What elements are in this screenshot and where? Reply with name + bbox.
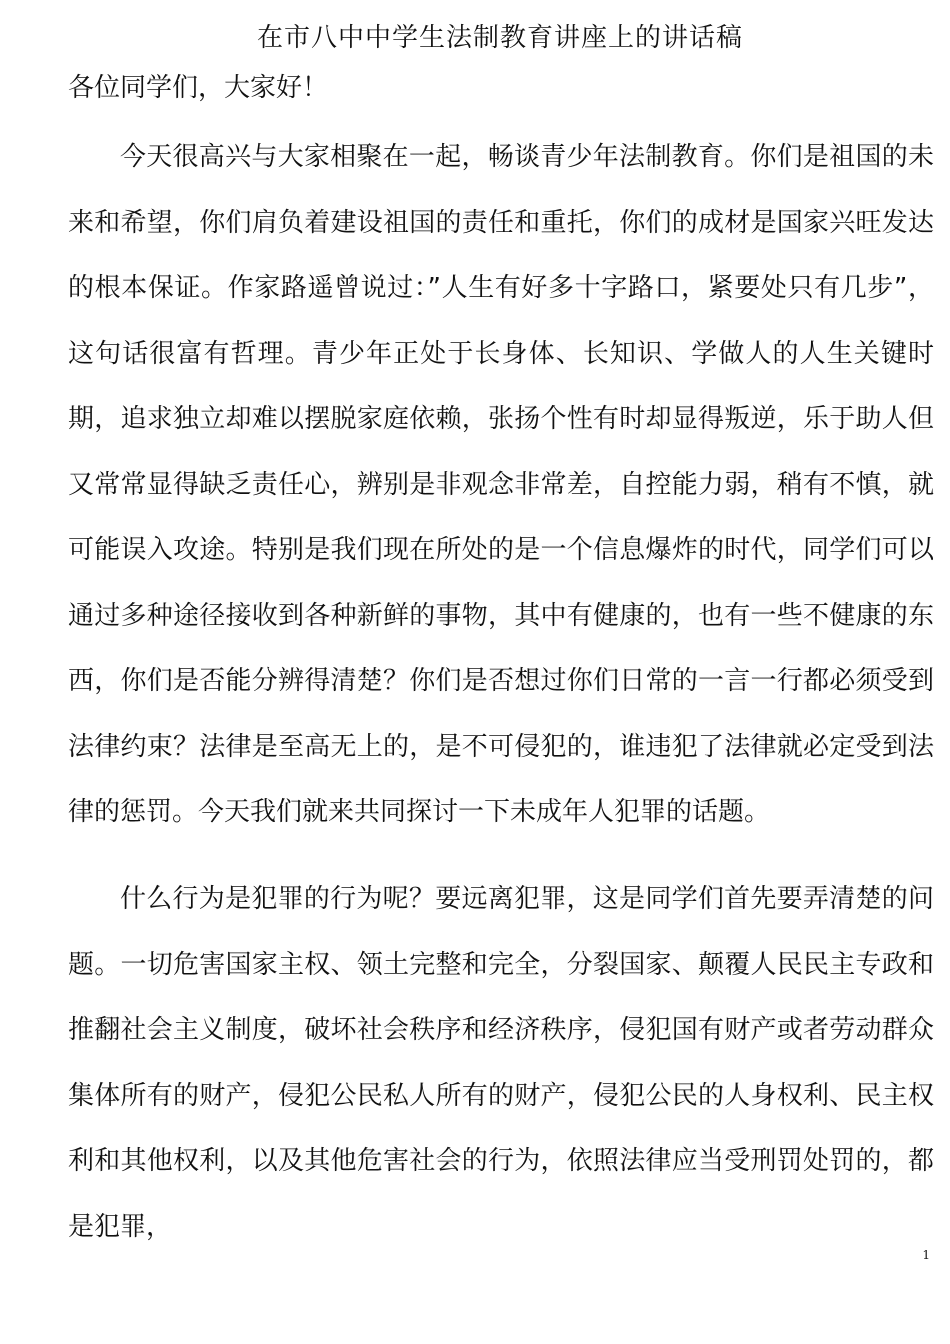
page-number: 1 bbox=[922, 1248, 930, 1262]
paragraph-crime-definition: 什么行为是犯罪的行为呢？要远离犯罪，这是同学们首先要弄清楚的问题。一切危害国家主权、领土完整和完全，分裂国家、颠覆人民民主专政和推翻社会主义制度，破坏社会秩序和经济秩序，侵犯国有财产或者劳动群众集体所有的财产，侵犯公民私人所有的财产，侵犯公民的人身权利、民主权利和其他权利，以及其他危害社会的行为，依照法律应当受刑罚处罚的，都是犯罪， bbox=[68, 884, 934, 1242]
greeting-line: 各位同学们，大家好！ bbox=[68, 73, 329, 103]
paragraph-intro: 今天很高兴与大家相聚在一起，畅谈青少年法制教育。你们是祖国的未来和希望，你们肩负着建设祖国的责任和重托，你们的成材是国家兴旺发达的根本保证。作家路遥曾说过：”人生有好多十字路口，紧要处只有几步”，这句话很富有哲理。青少年正处于长身体、长知识、学做人的人生关键时期，追求独立却难以摆脱家庭依赖，张扬个性有时却显得叛逆，乐于助人但又常常显得缺乏责任心，辨别是非观念非常差，自控能力弱，稍有不慎，就可能误入攻途。特别是我们现在所处的是一个信息爆炸的时代，同学们可以通过多种途径接收到各种新鲜的事物，其中有健康的，也有一些不健康的东西，你们是否能分辨得清楚？你们是否想过你们日常的一言一行都必须受到法律约束？法律是至高无上的，是不可侵犯的，谁违犯了法律就必定受到法律的惩罚。今天我们就来共同探讨一下未成年人犯罪的话题。 bbox=[68, 142, 934, 827]
document-title: 在市八中中学生法制教育讲座上的讲话稿 bbox=[256, 23, 743, 53]
